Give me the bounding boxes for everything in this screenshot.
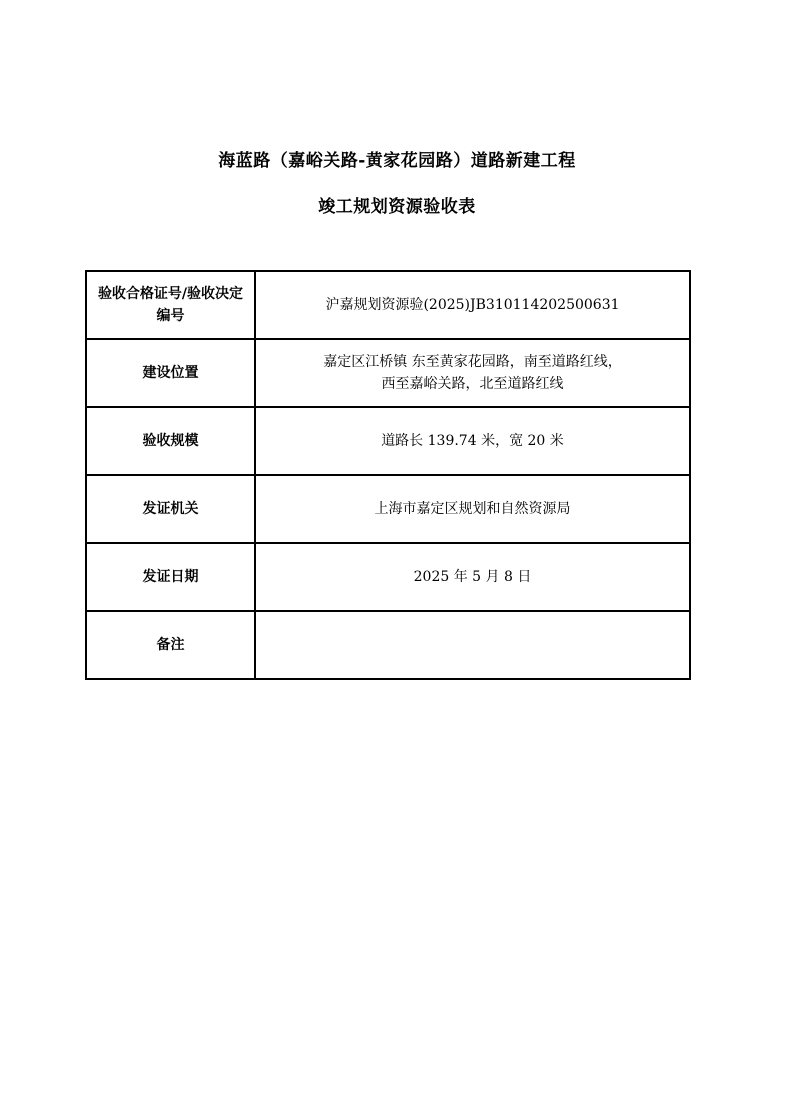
label-acceptance-scale: 验收规模 <box>86 407 255 475</box>
value-construction-location <box>255 339 690 407</box>
value-acceptance-scale <box>255 407 690 475</box>
label-issue-date: 发证日期 <box>86 543 255 611</box>
value-issuing-authority <box>255 475 690 543</box>
row-remarks <box>86 611 690 679</box>
document-subtitle: 竣工规划资源验收表 <box>318 197 476 217</box>
row-acceptance-scale <box>86 407 690 475</box>
label-remarks: 备注 <box>86 611 255 679</box>
row-issuing-authority <box>86 475 690 543</box>
value-issue-date <box>255 543 690 611</box>
value-remarks <box>255 611 690 679</box>
document-title: 海蓝路（嘉峪关路-黄家花园路）道路新建工程 <box>218 151 576 171</box>
value-line: 上海市嘉定区规划和自然资源局 <box>374 501 571 517</box>
row-issue-date <box>86 543 690 611</box>
row-construction-location <box>86 339 690 407</box>
value-line: 沪嘉规划资源验(2025)JB310114202500631 <box>325 297 620 313</box>
label-construction-location: 建设位置 <box>86 339 255 407</box>
value-line: 道路长 139.74 米，宽 20 米 <box>381 433 564 449</box>
row-certificate-number <box>86 271 690 339</box>
value-line: 西至嘉峪关路，北至道路红线 <box>381 376 564 392</box>
acceptance-table <box>85 270 691 680</box>
label-certificate-number: 验收合格证号/验收决定编号 <box>86 271 255 339</box>
label-issuing-authority: 发证机关 <box>86 475 255 543</box>
value-line: 2025 年 5 月 8 日 <box>413 569 532 585</box>
value-certificate-number <box>255 271 690 339</box>
value-line: 嘉定区江桥镇 东至黄家花园路，南至道路红线， <box>323 354 622 370</box>
